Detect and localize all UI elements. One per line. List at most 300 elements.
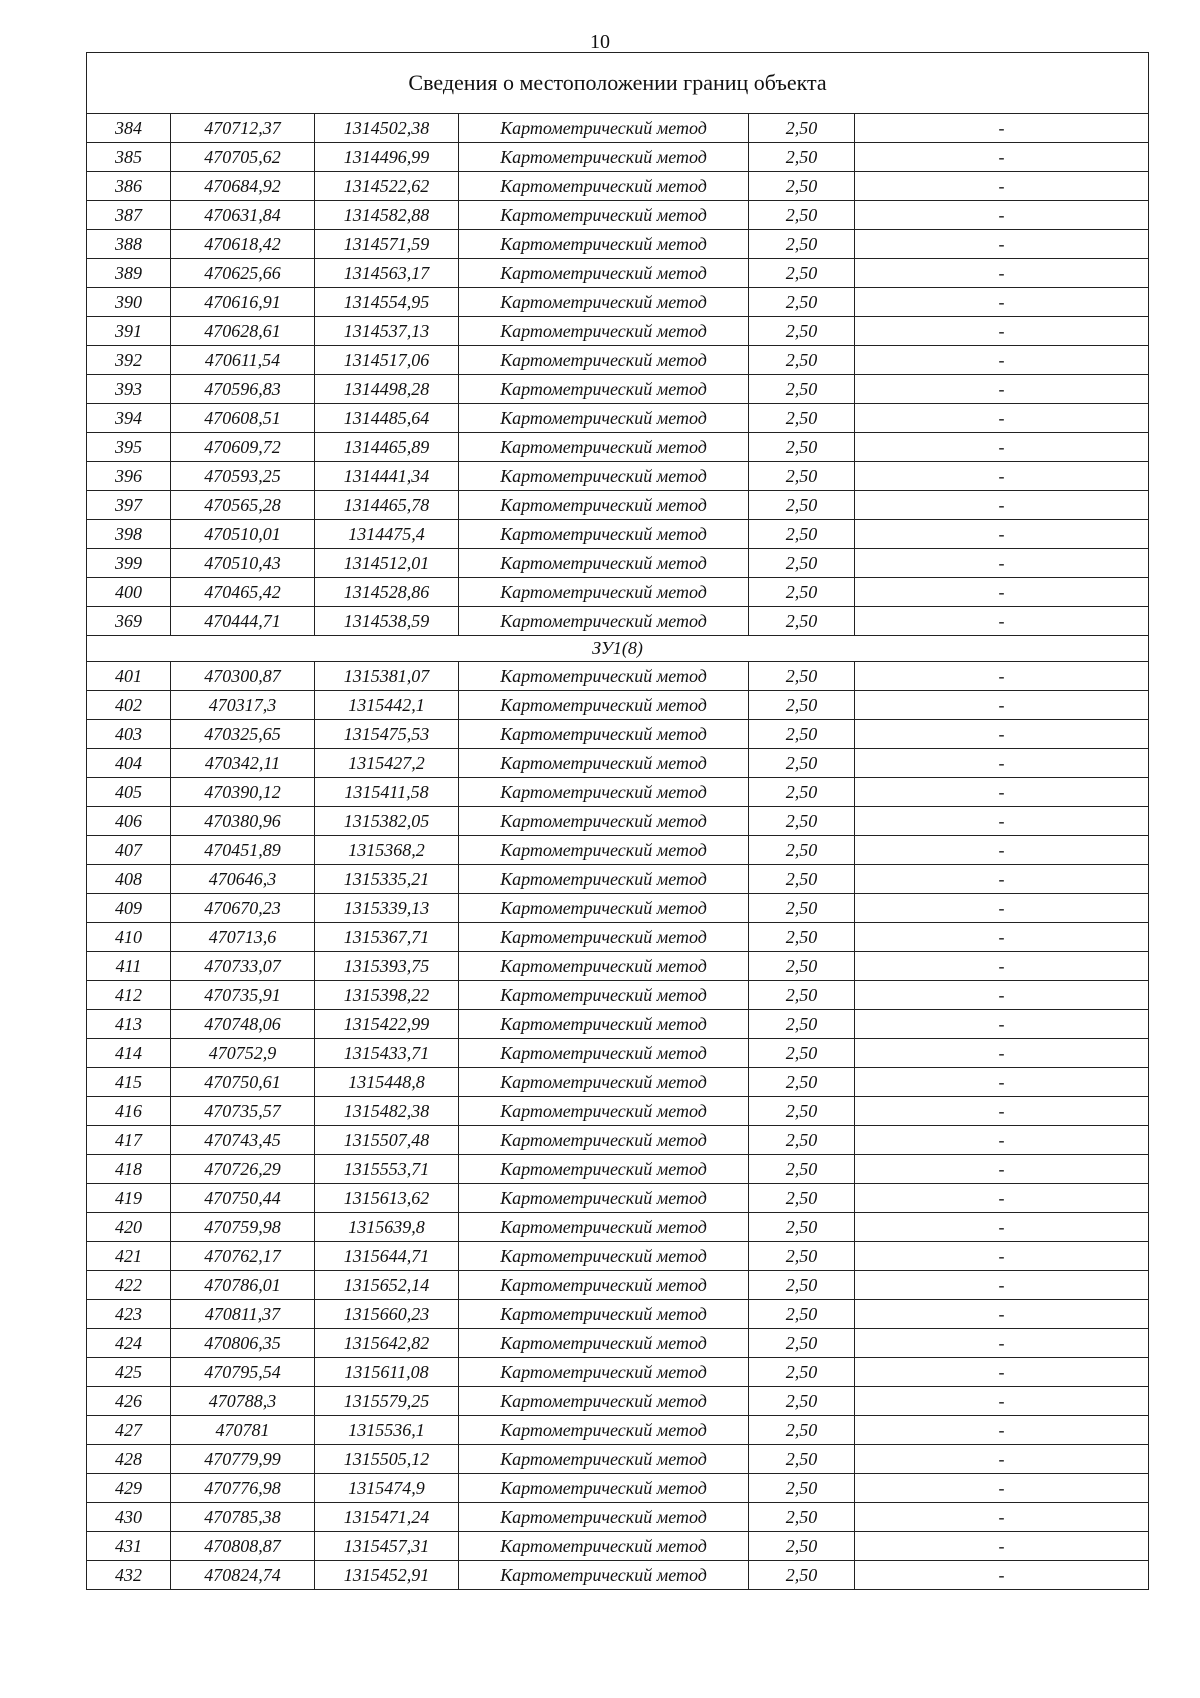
x-coordinate-cell: 470776,98 [171, 1474, 315, 1503]
point-number-cell: 419 [87, 1184, 171, 1213]
precision-cell: 2,50 [749, 1039, 855, 1068]
description-cell: - [855, 491, 1149, 520]
table-row [87, 1213, 1149, 1242]
precision-cell: 2,50 [749, 894, 855, 923]
description-cell: - [855, 749, 1149, 778]
description-cell: - [855, 346, 1149, 375]
precision-cell: 2,50 [749, 1387, 855, 1416]
y-coordinate-cell: 1314465,89 [315, 433, 459, 462]
x-coordinate-cell: 470684,92 [171, 172, 315, 201]
point-number-cell: 427 [87, 1416, 171, 1445]
description-cell: - [855, 1097, 1149, 1126]
table-row [87, 749, 1149, 778]
y-coordinate-cell: 1315482,38 [315, 1097, 459, 1126]
precision-cell: 2,50 [749, 1010, 855, 1039]
table-title: Сведения о местоположении границ объекта [87, 53, 1149, 114]
precision-cell: 2,50 [749, 807, 855, 836]
point-number-cell: 426 [87, 1387, 171, 1416]
y-coordinate-cell: 1314498,28 [315, 375, 459, 404]
precision-cell: 2,50 [749, 404, 855, 433]
table-row [87, 981, 1149, 1010]
table-row [87, 1126, 1149, 1155]
table-row [87, 462, 1149, 491]
y-coordinate-cell: 1315452,91 [315, 1561, 459, 1590]
point-number-cell: 424 [87, 1329, 171, 1358]
point-number-cell: 421 [87, 1242, 171, 1271]
point-number-cell: 418 [87, 1155, 171, 1184]
description-cell: - [855, 1242, 1149, 1271]
point-number-cell: 431 [87, 1532, 171, 1561]
table-row [87, 404, 1149, 433]
method-cell: Картометрический метод [459, 462, 749, 491]
y-coordinate-cell: 1315536,1 [315, 1416, 459, 1445]
method-cell: Картометрический метод [459, 1010, 749, 1039]
description-cell: - [855, 433, 1149, 462]
method-cell: Картометрический метод [459, 952, 749, 981]
method-cell: Картометрический метод [459, 807, 749, 836]
point-number-cell: 401 [87, 662, 171, 691]
precision-cell: 2,50 [749, 1329, 855, 1358]
point-number-cell: 406 [87, 807, 171, 836]
point-number-cell: 405 [87, 778, 171, 807]
description-cell: - [855, 317, 1149, 346]
y-coordinate-cell: 1314517,06 [315, 346, 459, 375]
method-cell: Картометрический метод [459, 1387, 749, 1416]
y-coordinate-cell: 1315433,71 [315, 1039, 459, 1068]
description-cell: - [855, 1213, 1149, 1242]
description-cell: - [855, 172, 1149, 201]
precision-cell: 2,50 [749, 1126, 855, 1155]
table-row [87, 952, 1149, 981]
point-number-cell: 409 [87, 894, 171, 923]
x-coordinate-cell: 470325,65 [171, 720, 315, 749]
precision-cell: 2,50 [749, 259, 855, 288]
point-number-cell: 391 [87, 317, 171, 346]
y-coordinate-cell: 1314441,34 [315, 462, 459, 491]
x-coordinate-cell: 470824,74 [171, 1561, 315, 1590]
y-coordinate-cell: 1315457,31 [315, 1532, 459, 1561]
description-cell: - [855, 1271, 1149, 1300]
y-coordinate-cell: 1315611,08 [315, 1358, 459, 1387]
y-coordinate-cell: 1314522,62 [315, 172, 459, 201]
y-coordinate-cell: 1314538,59 [315, 607, 459, 636]
precision-cell: 2,50 [749, 607, 855, 636]
method-cell: Картометрический метод [459, 1068, 749, 1097]
description-cell: - [855, 607, 1149, 636]
y-coordinate-cell: 1314465,78 [315, 491, 459, 520]
table-row [87, 720, 1149, 749]
precision-cell: 2,50 [749, 1155, 855, 1184]
table-row [87, 549, 1149, 578]
precision-cell: 2,50 [749, 1213, 855, 1242]
table-row [87, 865, 1149, 894]
x-coordinate-cell: 470759,98 [171, 1213, 315, 1242]
table-row [87, 1010, 1149, 1039]
method-cell: Картометрический метод [459, 1155, 749, 1184]
x-coordinate-cell: 470608,51 [171, 404, 315, 433]
x-coordinate-cell: 470779,99 [171, 1445, 315, 1474]
description-cell: - [855, 1126, 1149, 1155]
description-cell: - [855, 230, 1149, 259]
y-coordinate-cell: 1314502,38 [315, 114, 459, 143]
method-cell: Картометрический метод [459, 836, 749, 865]
description-cell: - [855, 1561, 1149, 1590]
method-cell: Картометрический метод [459, 1242, 749, 1271]
method-cell: Картометрический метод [459, 981, 749, 1010]
x-coordinate-cell: 470628,61 [171, 317, 315, 346]
precision-cell: 2,50 [749, 981, 855, 1010]
y-coordinate-cell: 1314528,86 [315, 578, 459, 607]
precision-cell: 2,50 [749, 865, 855, 894]
y-coordinate-cell: 1315393,75 [315, 952, 459, 981]
x-coordinate-cell: 470390,12 [171, 778, 315, 807]
point-number-cell: 429 [87, 1474, 171, 1503]
x-coordinate-cell: 470625,66 [171, 259, 315, 288]
section-header-row [87, 636, 1149, 662]
method-cell: Картометрический метод [459, 520, 749, 549]
table-row [87, 607, 1149, 636]
table-row [87, 375, 1149, 404]
x-coordinate-cell: 470786,01 [171, 1271, 315, 1300]
table-row [87, 1097, 1149, 1126]
precision-cell: 2,50 [749, 1097, 855, 1126]
table-row [87, 807, 1149, 836]
precision-cell: 2,50 [749, 375, 855, 404]
description-cell: - [855, 1155, 1149, 1184]
method-cell: Картометрический метод [459, 1503, 749, 1532]
y-coordinate-cell: 1315642,82 [315, 1329, 459, 1358]
y-coordinate-cell: 1315613,62 [315, 1184, 459, 1213]
x-coordinate-cell: 470618,42 [171, 230, 315, 259]
method-cell: Картометрический метод [459, 607, 749, 636]
description-cell: - [855, 114, 1149, 143]
point-number-cell: 413 [87, 1010, 171, 1039]
description-cell: - [855, 549, 1149, 578]
y-coordinate-cell: 1315474,9 [315, 1474, 459, 1503]
method-cell: Картометрический метод [459, 259, 749, 288]
method-cell: Картометрический метод [459, 578, 749, 607]
point-number-cell: 417 [87, 1126, 171, 1155]
table-row [87, 836, 1149, 865]
method-cell: Картометрический метод [459, 1416, 749, 1445]
y-coordinate-cell: 1315639,8 [315, 1213, 459, 1242]
table-row [87, 259, 1149, 288]
x-coordinate-cell: 470451,89 [171, 836, 315, 865]
description-cell: - [855, 375, 1149, 404]
point-number-cell: 399 [87, 549, 171, 578]
method-cell: Картометрический метод [459, 720, 749, 749]
method-cell: Картометрический метод [459, 1126, 749, 1155]
point-number-cell: 390 [87, 288, 171, 317]
y-coordinate-cell: 1315442,1 [315, 691, 459, 720]
x-coordinate-cell: 470713,6 [171, 923, 315, 952]
point-number-cell: 430 [87, 1503, 171, 1532]
point-number-cell: 423 [87, 1300, 171, 1329]
x-coordinate-cell: 470743,45 [171, 1126, 315, 1155]
y-coordinate-cell: 1314563,17 [315, 259, 459, 288]
precision-cell: 2,50 [749, 952, 855, 981]
y-coordinate-cell: 1315382,05 [315, 807, 459, 836]
method-cell: Картометрический метод [459, 1271, 749, 1300]
method-cell: Картометрический метод [459, 1532, 749, 1561]
point-number-cell: 422 [87, 1271, 171, 1300]
method-cell: Картометрический метод [459, 288, 749, 317]
description-cell: - [855, 143, 1149, 172]
point-number-cell: 412 [87, 981, 171, 1010]
point-number-cell: 415 [87, 1068, 171, 1097]
x-coordinate-cell: 470750,61 [171, 1068, 315, 1097]
table-row [87, 662, 1149, 691]
precision-cell: 2,50 [749, 549, 855, 578]
x-coordinate-cell: 470609,72 [171, 433, 315, 462]
x-coordinate-cell: 470631,84 [171, 201, 315, 230]
table-row [87, 1271, 1149, 1300]
table-row [87, 143, 1149, 172]
table-row [87, 1068, 1149, 1097]
method-cell: Картометрический метод [459, 433, 749, 462]
y-coordinate-cell: 1315553,71 [315, 1155, 459, 1184]
x-coordinate-cell: 470781 [171, 1416, 315, 1445]
precision-cell: 2,50 [749, 691, 855, 720]
point-number-cell: 369 [87, 607, 171, 636]
description-cell: - [855, 1010, 1149, 1039]
point-number-cell: 387 [87, 201, 171, 230]
precision-cell: 2,50 [749, 491, 855, 520]
y-coordinate-cell: 1315398,22 [315, 981, 459, 1010]
point-number-cell: 425 [87, 1358, 171, 1387]
precision-cell: 2,50 [749, 720, 855, 749]
method-cell: Картометрический метод [459, 346, 749, 375]
description-cell: - [855, 952, 1149, 981]
x-coordinate-cell: 470788,3 [171, 1387, 315, 1416]
precision-cell: 2,50 [749, 1242, 855, 1271]
table-row [87, 1242, 1149, 1271]
table-row [87, 691, 1149, 720]
method-cell: Картометрический метод [459, 923, 749, 952]
table-row [87, 230, 1149, 259]
point-number-cell: 384 [87, 114, 171, 143]
y-coordinate-cell: 1315505,12 [315, 1445, 459, 1474]
precision-cell: 2,50 [749, 114, 855, 143]
table-row [87, 288, 1149, 317]
x-coordinate-cell: 470670,23 [171, 894, 315, 923]
point-number-cell: 407 [87, 836, 171, 865]
x-coordinate-cell: 470380,96 [171, 807, 315, 836]
description-cell: - [855, 1358, 1149, 1387]
method-cell: Картометрический метод [459, 1329, 749, 1358]
y-coordinate-cell: 1315427,2 [315, 749, 459, 778]
description-cell: - [855, 201, 1149, 230]
x-coordinate-cell: 470616,91 [171, 288, 315, 317]
point-number-cell: 389 [87, 259, 171, 288]
point-number-cell: 395 [87, 433, 171, 462]
y-coordinate-cell: 1315448,8 [315, 1068, 459, 1097]
point-number-cell: 403 [87, 720, 171, 749]
x-coordinate-cell: 470750,44 [171, 1184, 315, 1213]
method-cell: Картометрический метод [459, 1184, 749, 1213]
y-coordinate-cell: 1315367,71 [315, 923, 459, 952]
description-cell: - [855, 578, 1149, 607]
table-row [87, 1039, 1149, 1068]
description-cell: - [855, 288, 1149, 317]
table-row [87, 1358, 1149, 1387]
method-cell: Картометрический метод [459, 662, 749, 691]
y-coordinate-cell: 1314512,01 [315, 549, 459, 578]
description-cell: - [855, 691, 1149, 720]
x-coordinate-cell: 470735,91 [171, 981, 315, 1010]
x-coordinate-cell: 470712,37 [171, 114, 315, 143]
method-cell: Картометрический метод [459, 549, 749, 578]
table-row [87, 201, 1149, 230]
y-coordinate-cell: 1315422,99 [315, 1010, 459, 1039]
y-coordinate-cell: 1315471,24 [315, 1503, 459, 1532]
description-cell: - [855, 836, 1149, 865]
table-row [87, 894, 1149, 923]
x-coordinate-cell: 470593,25 [171, 462, 315, 491]
method-cell: Картометрический метод [459, 1358, 749, 1387]
method-cell: Картометрический метод [459, 1039, 749, 1068]
precision-cell: 2,50 [749, 462, 855, 491]
method-cell: Картометрический метод [459, 778, 749, 807]
method-cell: Картометрический метод [459, 865, 749, 894]
point-number-cell: 420 [87, 1213, 171, 1242]
precision-cell: 2,50 [749, 520, 855, 549]
method-cell: Картометрический метод [459, 1561, 749, 1590]
y-coordinate-cell: 1315335,21 [315, 865, 459, 894]
x-coordinate-cell: 470705,62 [171, 143, 315, 172]
point-number-cell: 396 [87, 462, 171, 491]
description-cell: - [855, 1387, 1149, 1416]
precision-cell: 2,50 [749, 662, 855, 691]
point-number-cell: 393 [87, 375, 171, 404]
description-cell: - [855, 1068, 1149, 1097]
y-coordinate-cell: 1314571,59 [315, 230, 459, 259]
description-cell: - [855, 462, 1149, 491]
method-cell: Картометрический метод [459, 1097, 749, 1126]
table-row [87, 520, 1149, 549]
table-row [87, 1184, 1149, 1213]
precision-cell: 2,50 [749, 143, 855, 172]
description-cell: - [855, 1474, 1149, 1503]
point-number-cell: 416 [87, 1097, 171, 1126]
table-row [87, 1329, 1149, 1358]
precision-cell: 2,50 [749, 1561, 855, 1590]
point-number-cell: 404 [87, 749, 171, 778]
x-coordinate-cell: 470342,11 [171, 749, 315, 778]
precision-cell: 2,50 [749, 201, 855, 230]
table-row [87, 578, 1149, 607]
point-number-cell: 394 [87, 404, 171, 433]
precision-cell: 2,50 [749, 1474, 855, 1503]
x-coordinate-cell: 470646,3 [171, 865, 315, 894]
y-coordinate-cell: 1315368,2 [315, 836, 459, 865]
point-number-cell: 386 [87, 172, 171, 201]
table-row [87, 1445, 1149, 1474]
method-cell: Картометрический метод [459, 317, 749, 346]
description-cell: - [855, 923, 1149, 952]
table-row [87, 1300, 1149, 1329]
description-cell: - [855, 720, 1149, 749]
description-cell: - [855, 1329, 1149, 1358]
description-cell: - [855, 1416, 1149, 1445]
method-cell: Картометрический метод [459, 172, 749, 201]
description-cell: - [855, 1039, 1149, 1068]
point-number-cell: 414 [87, 1039, 171, 1068]
table-row [87, 172, 1149, 201]
table-row [87, 1474, 1149, 1503]
point-number-cell: 397 [87, 491, 171, 520]
method-cell: Картометрический метод [459, 230, 749, 259]
method-cell: Картометрический метод [459, 201, 749, 230]
x-coordinate-cell: 470735,57 [171, 1097, 315, 1126]
x-coordinate-cell: 470762,17 [171, 1242, 315, 1271]
method-cell: Картометрический метод [459, 749, 749, 778]
x-coordinate-cell: 470811,37 [171, 1300, 315, 1329]
point-number-cell: 432 [87, 1561, 171, 1590]
description-cell: - [855, 981, 1149, 1010]
precision-cell: 2,50 [749, 172, 855, 201]
point-number-cell: 388 [87, 230, 171, 259]
precision-cell: 2,50 [749, 778, 855, 807]
precision-cell: 2,50 [749, 1300, 855, 1329]
section-label: ЗУ1(8) [87, 636, 1149, 662]
x-coordinate-cell: 470785,38 [171, 1503, 315, 1532]
table-row [87, 491, 1149, 520]
precision-cell: 2,50 [749, 836, 855, 865]
precision-cell: 2,50 [749, 1184, 855, 1213]
table-row [87, 778, 1149, 807]
table-row [87, 114, 1149, 143]
y-coordinate-cell: 1314496,99 [315, 143, 459, 172]
x-coordinate-cell: 470795,54 [171, 1358, 315, 1387]
x-coordinate-cell: 470596,83 [171, 375, 315, 404]
table-row [87, 346, 1149, 375]
point-number-cell: 402 [87, 691, 171, 720]
table-row [87, 1416, 1149, 1445]
precision-cell: 2,50 [749, 1445, 855, 1474]
table-row [87, 1155, 1149, 1184]
point-number-cell: 411 [87, 952, 171, 981]
x-coordinate-cell: 470726,29 [171, 1155, 315, 1184]
description-cell: - [855, 662, 1149, 691]
y-coordinate-cell: 1315652,14 [315, 1271, 459, 1300]
precision-cell: 2,50 [749, 346, 855, 375]
y-coordinate-cell: 1314475,4 [315, 520, 459, 549]
method-cell: Картометрический метод [459, 894, 749, 923]
description-cell: - [855, 1184, 1149, 1213]
point-number-cell: 398 [87, 520, 171, 549]
method-cell: Картометрический метод [459, 375, 749, 404]
table-title-row [87, 53, 1149, 114]
x-coordinate-cell: 470510,43 [171, 549, 315, 578]
x-coordinate-cell: 470733,07 [171, 952, 315, 981]
point-number-cell: 408 [87, 865, 171, 894]
y-coordinate-cell: 1314582,88 [315, 201, 459, 230]
method-cell: Картометрический метод [459, 691, 749, 720]
y-coordinate-cell: 1315507,48 [315, 1126, 459, 1155]
table-row [87, 1532, 1149, 1561]
description-cell: - [855, 1445, 1149, 1474]
x-coordinate-cell: 470565,28 [171, 491, 315, 520]
y-coordinate-cell: 1315411,58 [315, 778, 459, 807]
x-coordinate-cell: 470444,71 [171, 607, 315, 636]
description-cell: - [855, 1532, 1149, 1561]
y-coordinate-cell: 1314537,13 [315, 317, 459, 346]
method-cell: Картометрический метод [459, 1213, 749, 1242]
description-cell: - [855, 778, 1149, 807]
precision-cell: 2,50 [749, 1358, 855, 1387]
method-cell: Картометрический метод [459, 1445, 749, 1474]
